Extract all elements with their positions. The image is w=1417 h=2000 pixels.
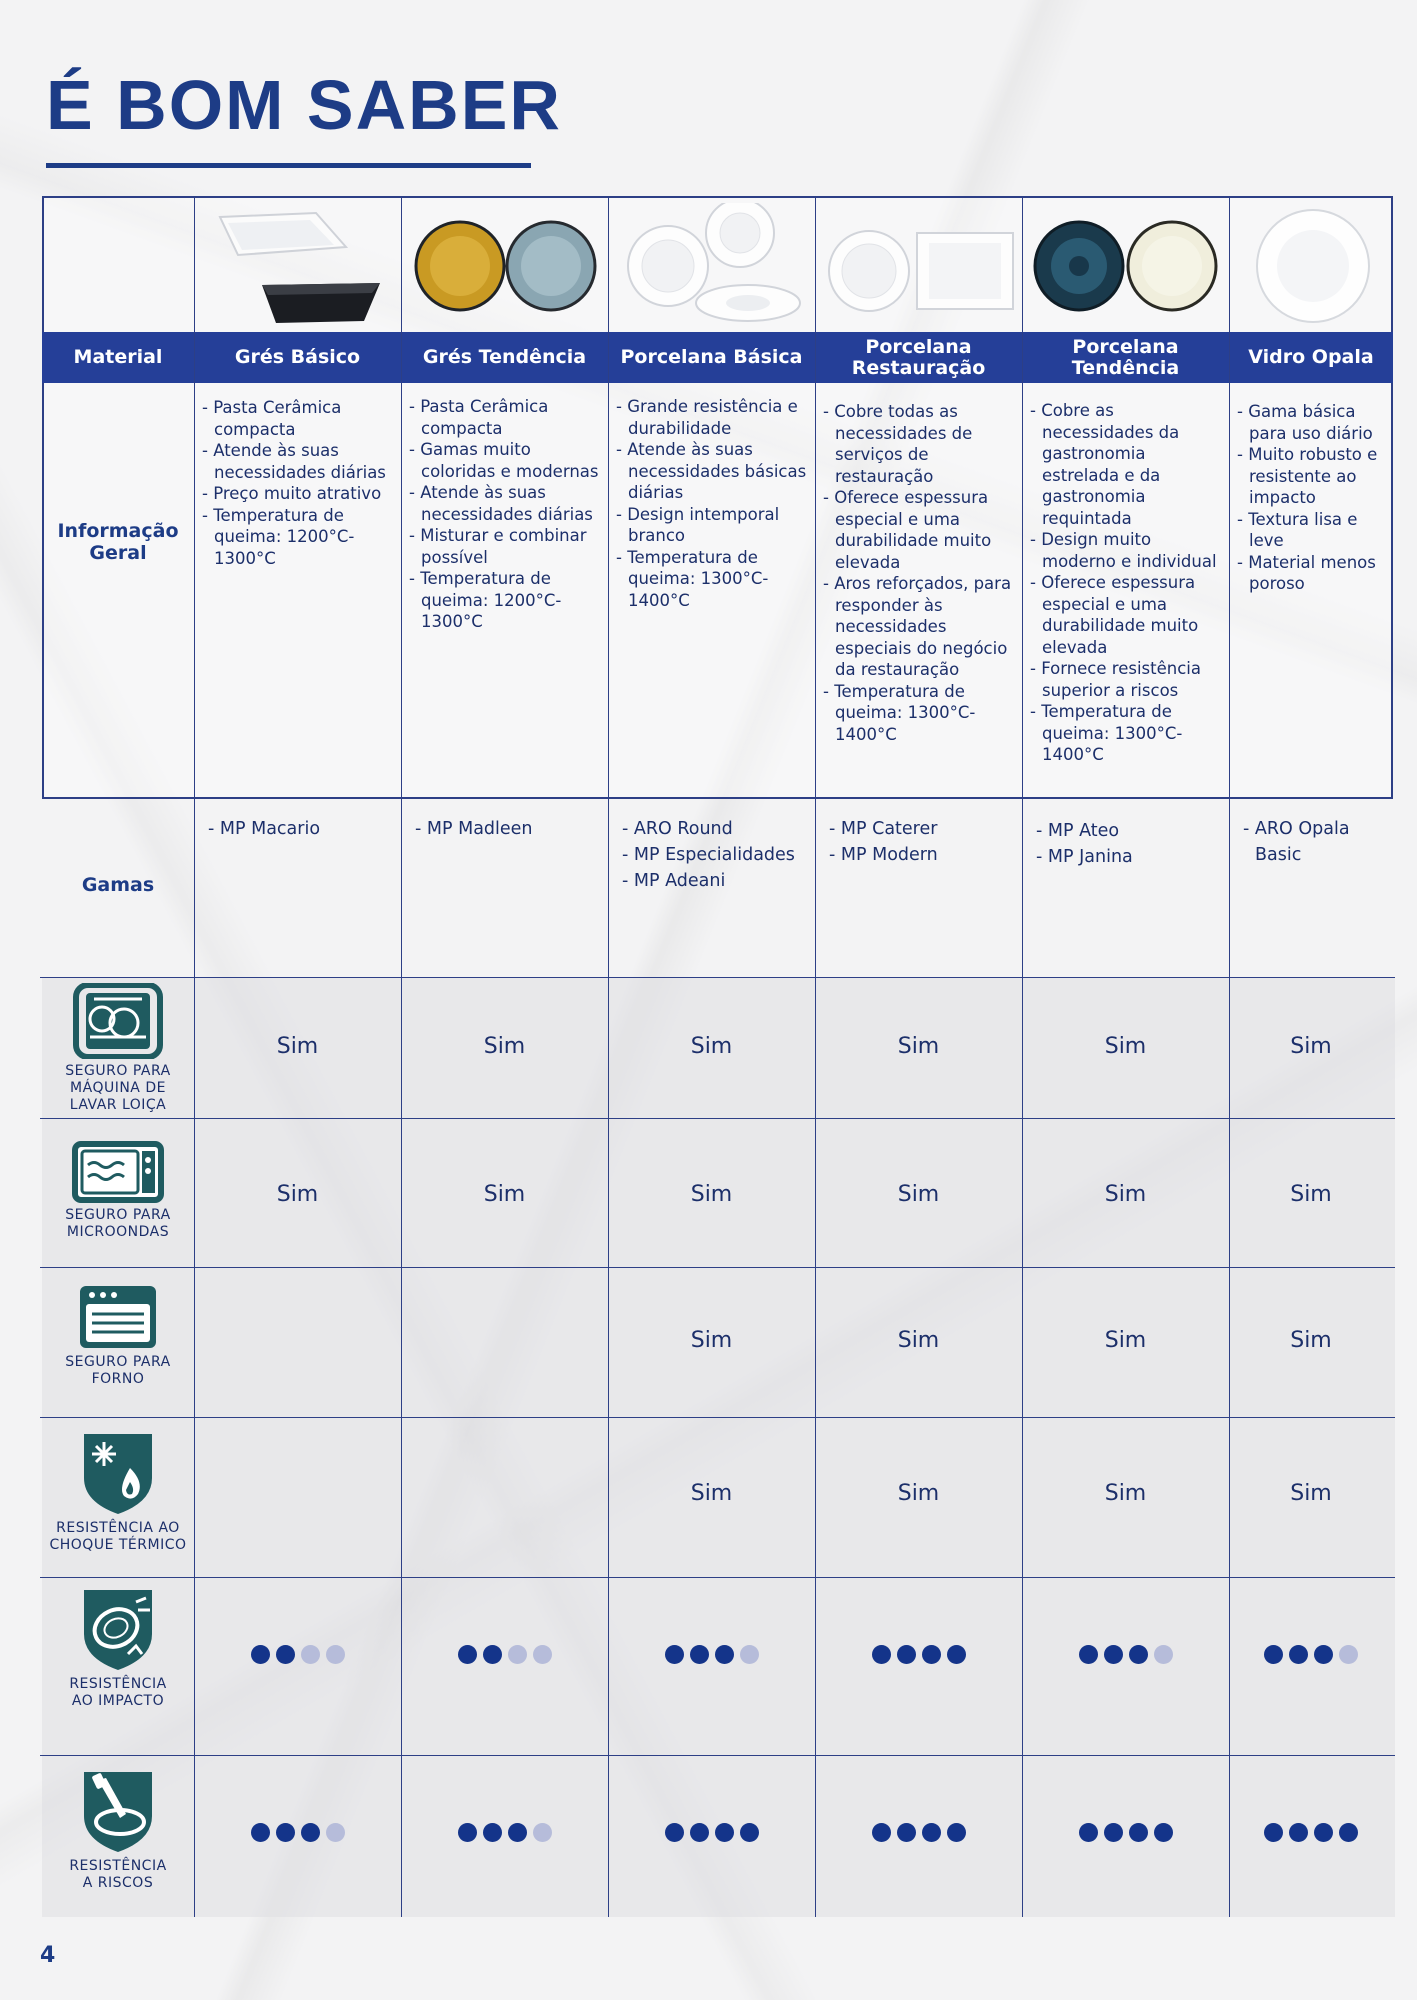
- rating-dot-filled: [872, 1823, 891, 1842]
- microwave-value-gres-tendencia: Sim: [483, 1182, 526, 1207]
- broken-plate-shield-icon: [80, 1588, 156, 1672]
- caption-dishwasher: SEGURO PARA MÁQUINA DE LAVAR LOIÇA: [65, 1063, 171, 1113]
- ranges-cell-porcelana-tendencia: [1034, 818, 1223, 870]
- info-item: - Material menos poroso: [1235, 552, 1389, 595]
- rating-dot-filled: [1079, 1823, 1098, 1842]
- ranges-cell-porcelana-basica: [620, 816, 809, 894]
- dishwasher-value-porcelana-tendencia: Sim: [1104, 1034, 1147, 1059]
- dishwasher-value-porcelana-basica: Sim: [690, 1034, 733, 1059]
- rating-dot-filled: [715, 1645, 734, 1664]
- impact-rating-vidro-opala: [1211, 1645, 1411, 1664]
- info-item: - Gamas muito coloridas e modernas: [407, 439, 604, 482]
- rating-dot-filled: [897, 1645, 916, 1664]
- scratch-rating-vidro-opala: [1211, 1823, 1411, 1842]
- range-item: - MP Ateo: [1034, 818, 1223, 844]
- impact-rating-porcelana-basica: [612, 1645, 812, 1664]
- ranges-cell-porcelana-restauracao: [827, 816, 1016, 868]
- info-cell-gres-tendencia: [407, 396, 604, 633]
- impact-rating-porcelana-restauracao: [819, 1645, 1019, 1664]
- column-divider: [194, 196, 195, 1917]
- ranges-cell-gres-basico: [206, 816, 395, 842]
- info-item: - Temperatura de queima: 1200°C-1300°C: [200, 505, 397, 570]
- row-divider: [40, 1577, 1395, 1578]
- rating-dot-filled: [1314, 1645, 1333, 1664]
- info-cell-vidro-opala: [1235, 401, 1389, 595]
- info-item: - Cobre as necessidades da gastronomia estrelada e da gastronomia requintada: [1028, 400, 1225, 529]
- scratch-rating-porcelana-basica: [612, 1823, 812, 1842]
- row-band-impact: [42, 1577, 1395, 1755]
- info-item: - Design muito moderno e individual: [1028, 529, 1225, 572]
- rating-dot-filled: [251, 1823, 270, 1842]
- rating-dot-filled: [1079, 1645, 1098, 1664]
- photo-porcelana-basica: [610, 203, 814, 329]
- photo-gres-tendencia: [403, 203, 607, 329]
- info-item: - Temperatura de queima: 1200°C-1300°C: [407, 568, 604, 633]
- rating-dot-filled: [1129, 1645, 1148, 1664]
- row-label-oven: [42, 1284, 194, 1388]
- ranges-list: [827, 816, 1016, 868]
- thermal-shock-value-porcelana-restauracao: Sim: [897, 1481, 940, 1506]
- oven-value-porcelana-restauracao: Sim: [897, 1328, 940, 1353]
- photo-porcelana-restauracao: [817, 203, 1021, 329]
- thermal-shock-value-vidro-opala: Sim: [1290, 1481, 1332, 1506]
- header-porcelana-restauracao: Porcelana Restauração: [851, 335, 986, 379]
- header-vidro-opala: Vidro Opala: [1248, 346, 1374, 368]
- scratch-rating-gres-tendencia: [405, 1823, 605, 1842]
- range-item: - MP Janina: [1034, 844, 1223, 870]
- rating-dot-filled: [1104, 1645, 1123, 1664]
- range-item: - MP Macario: [206, 816, 395, 842]
- info-item: - Temperatura de queima: 1300°C-1400°C: [614, 547, 811, 612]
- header-porcelana-tendencia: Porcelana Tendência: [1071, 335, 1180, 379]
- info-item: - Aros reforçados, para responder às necessidades especiais do negócio da restauração: [821, 573, 1018, 681]
- rating-dot-empty: [533, 1645, 552, 1664]
- rating-dot-empty: [740, 1645, 759, 1664]
- row-label-ranges: Gamas: [81, 874, 155, 896]
- ranges-cell-gres-tendencia: [413, 816, 602, 842]
- info-item: - Temperatura de queima: 1300°C-1400°C: [821, 681, 1018, 746]
- rating-dot-filled: [458, 1645, 477, 1664]
- info-list: [200, 397, 397, 569]
- rating-dot-filled: [947, 1645, 966, 1664]
- info-cell-porcelana-basica: [614, 396, 811, 611]
- rating-dot-empty: [301, 1645, 320, 1664]
- rating-dot-filled: [508, 1823, 527, 1842]
- oven-value-vidro-opala: Sim: [1290, 1328, 1332, 1353]
- info-list: [614, 396, 811, 611]
- rating-dot-filled: [897, 1823, 916, 1842]
- knife-plate-shield-icon: [80, 1770, 156, 1854]
- info-item: - Grande resistência e durabilidade: [614, 396, 811, 439]
- dishwasher-value-vidro-opala: Sim: [1290, 1034, 1332, 1059]
- dishwasher-value-gres-basico: Sim: [276, 1034, 319, 1059]
- info-list: [407, 396, 604, 633]
- rating-dot-empty: [1154, 1645, 1173, 1664]
- ranges-list: [620, 816, 809, 894]
- range-item: - ARO Round: [620, 816, 809, 842]
- row-label-microwave: [42, 1141, 194, 1241]
- info-item: - Misturar e combinar possível: [407, 525, 604, 568]
- rating-dot-filled: [1104, 1823, 1123, 1842]
- dishwasher-value-gres-tendencia: Sim: [483, 1034, 526, 1059]
- rating-dot-filled: [922, 1823, 941, 1842]
- range-item: - MP Modern: [827, 842, 1016, 868]
- rating-dot-filled: [715, 1823, 734, 1842]
- microwave-value-porcelana-basica: Sim: [690, 1182, 733, 1207]
- info-item: - Oferece espessura especial e uma durabilidade muito elevada: [1028, 572, 1225, 658]
- page-title: É BOM SABER: [46, 66, 562, 144]
- caption-microwave: SEGURO PARA MICROONDAS: [65, 1207, 171, 1240]
- rating-dot-filled: [1289, 1823, 1308, 1842]
- row-divider: [40, 1755, 1395, 1756]
- photo-gres-basico: [196, 203, 400, 329]
- microwave-value-porcelana-tendencia: Sim: [1104, 1182, 1147, 1207]
- ranges-cell-vidro-opala: [1241, 816, 1387, 868]
- row-label-thermal-shock: [42, 1432, 194, 1554]
- column-divider: [608, 196, 609, 1917]
- oven-value-porcelana-tendencia: Sim: [1104, 1328, 1147, 1353]
- rating-dot-filled: [872, 1645, 891, 1664]
- microwave-icon: [72, 1141, 164, 1203]
- ranges-list: [1034, 818, 1223, 870]
- rating-dot-filled: [458, 1823, 477, 1842]
- range-item: - MP Caterer: [827, 816, 1016, 842]
- info-item: - Textura lisa e leve: [1235, 509, 1389, 552]
- dishwasher-icon: [72, 983, 164, 1059]
- rating-dot-filled: [1264, 1823, 1283, 1842]
- row-label-info: Informação Geral: [57, 520, 179, 564]
- row-label-impact: [42, 1588, 194, 1710]
- row-label-dishwasher: [42, 983, 194, 1114]
- rating-dot-filled: [1339, 1823, 1358, 1842]
- rating-dot-filled: [276, 1645, 295, 1664]
- microwave-value-gres-basico: Sim: [276, 1182, 319, 1207]
- rating-dot-filled: [1264, 1645, 1283, 1664]
- impact-rating-porcelana-tendencia: [1026, 1645, 1226, 1664]
- oven-value-porcelana-basica: Sim: [690, 1328, 733, 1353]
- info-item: - Oferece espessura especial e uma durabilidade muito elevada: [821, 487, 1018, 573]
- rating-dot-filled: [1154, 1823, 1173, 1842]
- rating-dot-filled: [276, 1823, 295, 1842]
- thermal-shock-value-porcelana-tendencia: Sim: [1104, 1481, 1147, 1506]
- info-cell-porcelana-restauracao: [821, 401, 1018, 745]
- header-gres-basico: Grés Básico: [234, 346, 361, 368]
- rating-dot-filled: [740, 1823, 759, 1842]
- info-item: - Design intemporal branco: [614, 504, 811, 547]
- rating-dot-empty: [1339, 1645, 1358, 1664]
- caption-thermal-shock: RESISTÊNCIA AO CHOQUE TÉRMICO: [49, 1520, 187, 1553]
- rating-dot-empty: [508, 1645, 527, 1664]
- impact-rating-gres-tendencia: [405, 1645, 605, 1664]
- info-item: - Pasta Cerâmica compacta: [200, 397, 397, 440]
- page-number: 4: [40, 1943, 56, 1968]
- info-cell-porcelana-tendencia: [1028, 400, 1225, 766]
- photo-vidro-opala: [1231, 203, 1393, 329]
- rating-dot-filled: [1129, 1823, 1148, 1842]
- rating-dot-empty: [326, 1823, 345, 1842]
- rating-dot-empty: [533, 1823, 552, 1842]
- rating-dot-empty: [326, 1645, 345, 1664]
- dishwasher-value-porcelana-restauracao: Sim: [897, 1034, 940, 1059]
- header-gres-tendencia: Grés Tendência: [422, 346, 587, 368]
- scratch-rating-gres-basico: [198, 1823, 398, 1842]
- scratch-rating-porcelana-tendencia: [1026, 1823, 1226, 1842]
- info-item: - Atende às suas necessidades diárias: [200, 440, 397, 483]
- range-item: - ARO Opala Basic: [1241, 816, 1387, 868]
- row-divider: [40, 1267, 1395, 1268]
- range-item: - MP Adeani: [620, 868, 809, 894]
- row-divider: [40, 977, 1395, 978]
- info-cell-gres-basico: [200, 397, 397, 569]
- photo-porcelana-tendencia: [1024, 203, 1228, 329]
- info-item: - Atende às suas necessidades diárias: [407, 482, 604, 525]
- info-item: - Muito robusto e resistente ao impacto: [1235, 444, 1389, 509]
- header-porcelana-basica: Porcelana Básica: [620, 346, 803, 368]
- microwave-value-vidro-opala: Sim: [1290, 1182, 1332, 1207]
- rating-dot-filled: [1289, 1645, 1308, 1664]
- info-list: [1235, 401, 1389, 595]
- info-item: - Temperatura de queima: 1300°C-1400°C: [1028, 701, 1225, 766]
- rating-dot-filled: [922, 1645, 941, 1664]
- column-divider: [815, 196, 816, 1917]
- column-divider: [1022, 196, 1023, 1917]
- info-item: - Preço muito atrativo: [200, 483, 397, 505]
- rating-dot-filled: [251, 1645, 270, 1664]
- caption-oven: SEGURO PARA FORNO: [65, 1354, 171, 1387]
- ranges-list: [1241, 816, 1387, 868]
- thermal-shock-value-porcelana-basica: Sim: [690, 1481, 733, 1506]
- caption-impact: RESISTÊNCIA AO IMPACTO: [69, 1676, 167, 1709]
- info-item: - Pasta Cerâmica compacta: [407, 396, 604, 439]
- ranges-list: [206, 816, 395, 842]
- header-material: Material: [73, 346, 163, 368]
- row-divider: [40, 1118, 1395, 1119]
- column-divider: [401, 196, 402, 1917]
- rating-dot-filled: [665, 1823, 684, 1842]
- rating-dot-filled: [947, 1823, 966, 1842]
- range-item: - MP Especialidades: [620, 842, 809, 868]
- info-item: - Atende às suas necessidades básicas diárias: [614, 439, 811, 504]
- row-divider: [40, 1417, 1395, 1418]
- impact-rating-gres-basico: [198, 1645, 398, 1664]
- oven-icon: [78, 1284, 158, 1350]
- info-list: [821, 401, 1018, 745]
- ranges-list: [413, 816, 602, 842]
- microwave-value-porcelana-restauracao: Sim: [897, 1182, 940, 1207]
- rating-dot-filled: [665, 1645, 684, 1664]
- range-item: - MP Madleen: [413, 816, 602, 842]
- caption-scratch: RESISTÊNCIA A RISCOS: [69, 1858, 167, 1891]
- snowflake-flame-shield-icon: [80, 1432, 156, 1516]
- rating-dot-filled: [1314, 1823, 1333, 1842]
- rating-dot-filled: [301, 1823, 320, 1842]
- rating-dot-filled: [483, 1645, 502, 1664]
- rating-dot-filled: [483, 1823, 502, 1842]
- info-item: - Cobre todas as necessidades de serviços de restauração: [821, 401, 1018, 487]
- rating-dot-filled: [690, 1823, 709, 1842]
- scratch-rating-porcelana-restauracao: [819, 1823, 1019, 1842]
- row-label-scratch: [42, 1770, 194, 1892]
- rating-dot-filled: [690, 1645, 709, 1664]
- info-list: [1028, 400, 1225, 766]
- info-item: - Fornece resistência superior a riscos: [1028, 658, 1225, 701]
- info-item: - Gama básica para uso diário: [1235, 401, 1389, 444]
